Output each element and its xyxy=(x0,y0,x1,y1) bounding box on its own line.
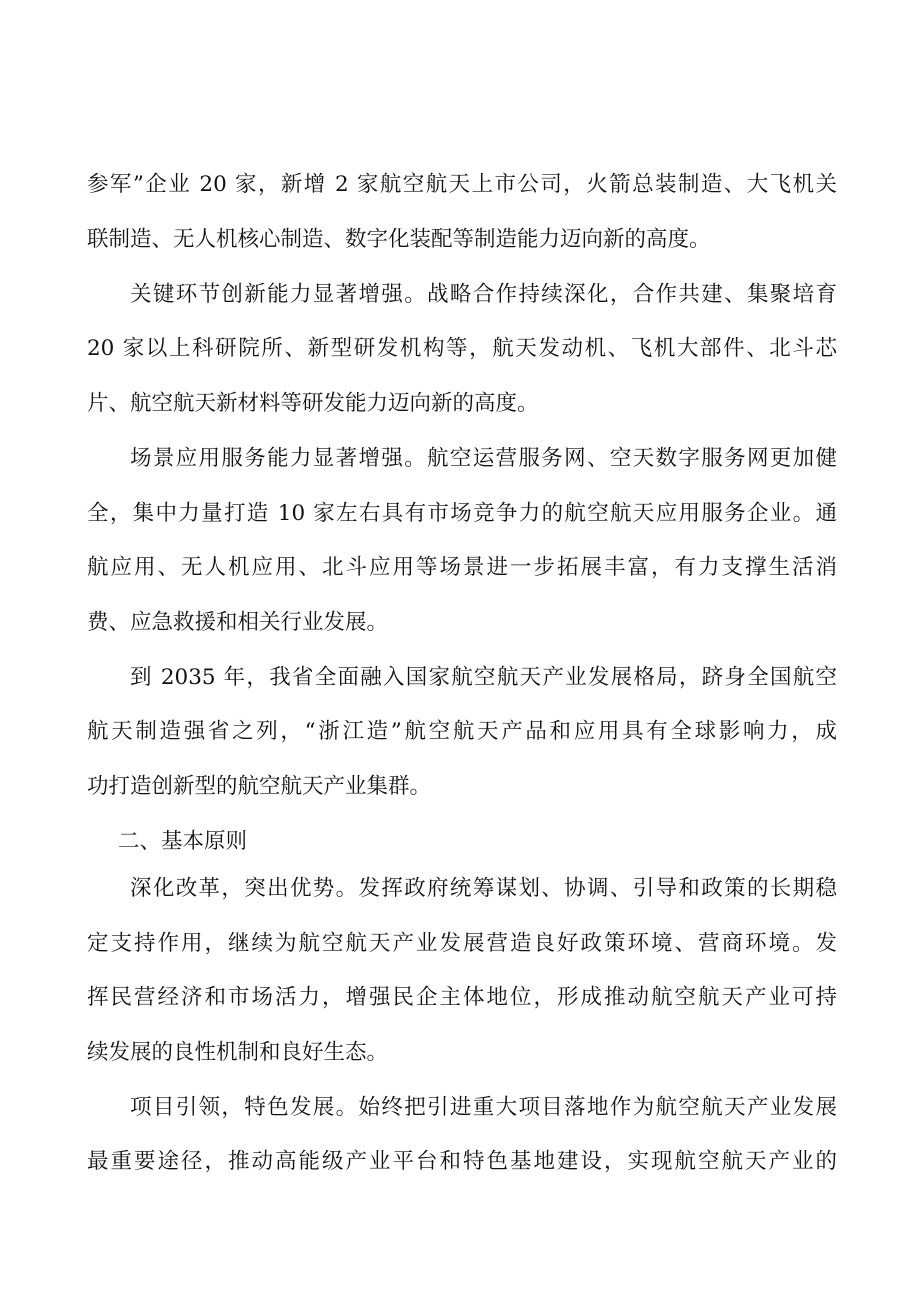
section-heading: 二、基本原则 xyxy=(118,829,248,854)
paragraph-line: 深化改革，突出优势。发挥政府统筹谋划、协调、引导和政策的长期稳 xyxy=(130,876,837,901)
paragraph-line: 挥民营经济和市场活力，增强民企主体地位，形成推动航空航天产业可持 xyxy=(87,985,837,1010)
paragraph-line: 全，集中力量打造 10 家左右具有市场竞争力的航空航天应用服务企业。通 xyxy=(87,501,837,526)
paragraph-line: 联制造、无人机核心制造、数字化装配等制造能力迈向新的高度。 xyxy=(87,227,711,252)
paragraph-line: 关键环节创新能力显著增强。战略合作持续深化，合作共建、集聚培育 xyxy=(130,282,837,307)
paragraph-line: 航天制造强省之列，“浙江造”航空航天产品和应用具有全球影响力，成 xyxy=(87,719,837,744)
paragraph-line: 定支持作用，继续为航空航天产业发展营造良好政策环境、营商环境。发 xyxy=(87,931,837,956)
paragraph-line: 航应用、无人机应用、北斗应用等场景进一步拓展丰富，有力支撑生活消 xyxy=(87,555,837,580)
paragraph-line: 20 家以上科研院所、新型研发机构等，航天发动机、飞机大部件、北斗芯 xyxy=(87,336,837,361)
paragraph-line: 到 2035 年，我省全面融入国家航空航天产业发展格局，跻身全国航空 xyxy=(130,665,837,690)
paragraph-line: 项目引领，特色发展。始终把引进重大项目落地作为航空航天产业发展 xyxy=(130,1095,837,1120)
paragraph-line: 片、航空航天新材料等研发能力迈向新的高度。 xyxy=(87,391,539,416)
paragraph-line: 参军”企业 20 家，新增 2 家航空航天上市公司，火箭总装制造、大飞机关 xyxy=(87,172,837,197)
paragraph-line: 最重要途径，推动高能级产业平台和特色基地建设，实现航空航天产业的 xyxy=(87,1149,837,1174)
paragraph-line: 续发展的良性机制和良好生态。 xyxy=(87,1040,389,1065)
paragraph-line: 功打造创新型的航空航天产业集群。 xyxy=(87,774,432,799)
paragraph-line: 场景应用服务能力显著增强。航空运营服务网、空天数字服务网更加健 xyxy=(130,446,837,471)
paragraph-line: 费、应急救援和相关行业发展。 xyxy=(87,610,389,635)
